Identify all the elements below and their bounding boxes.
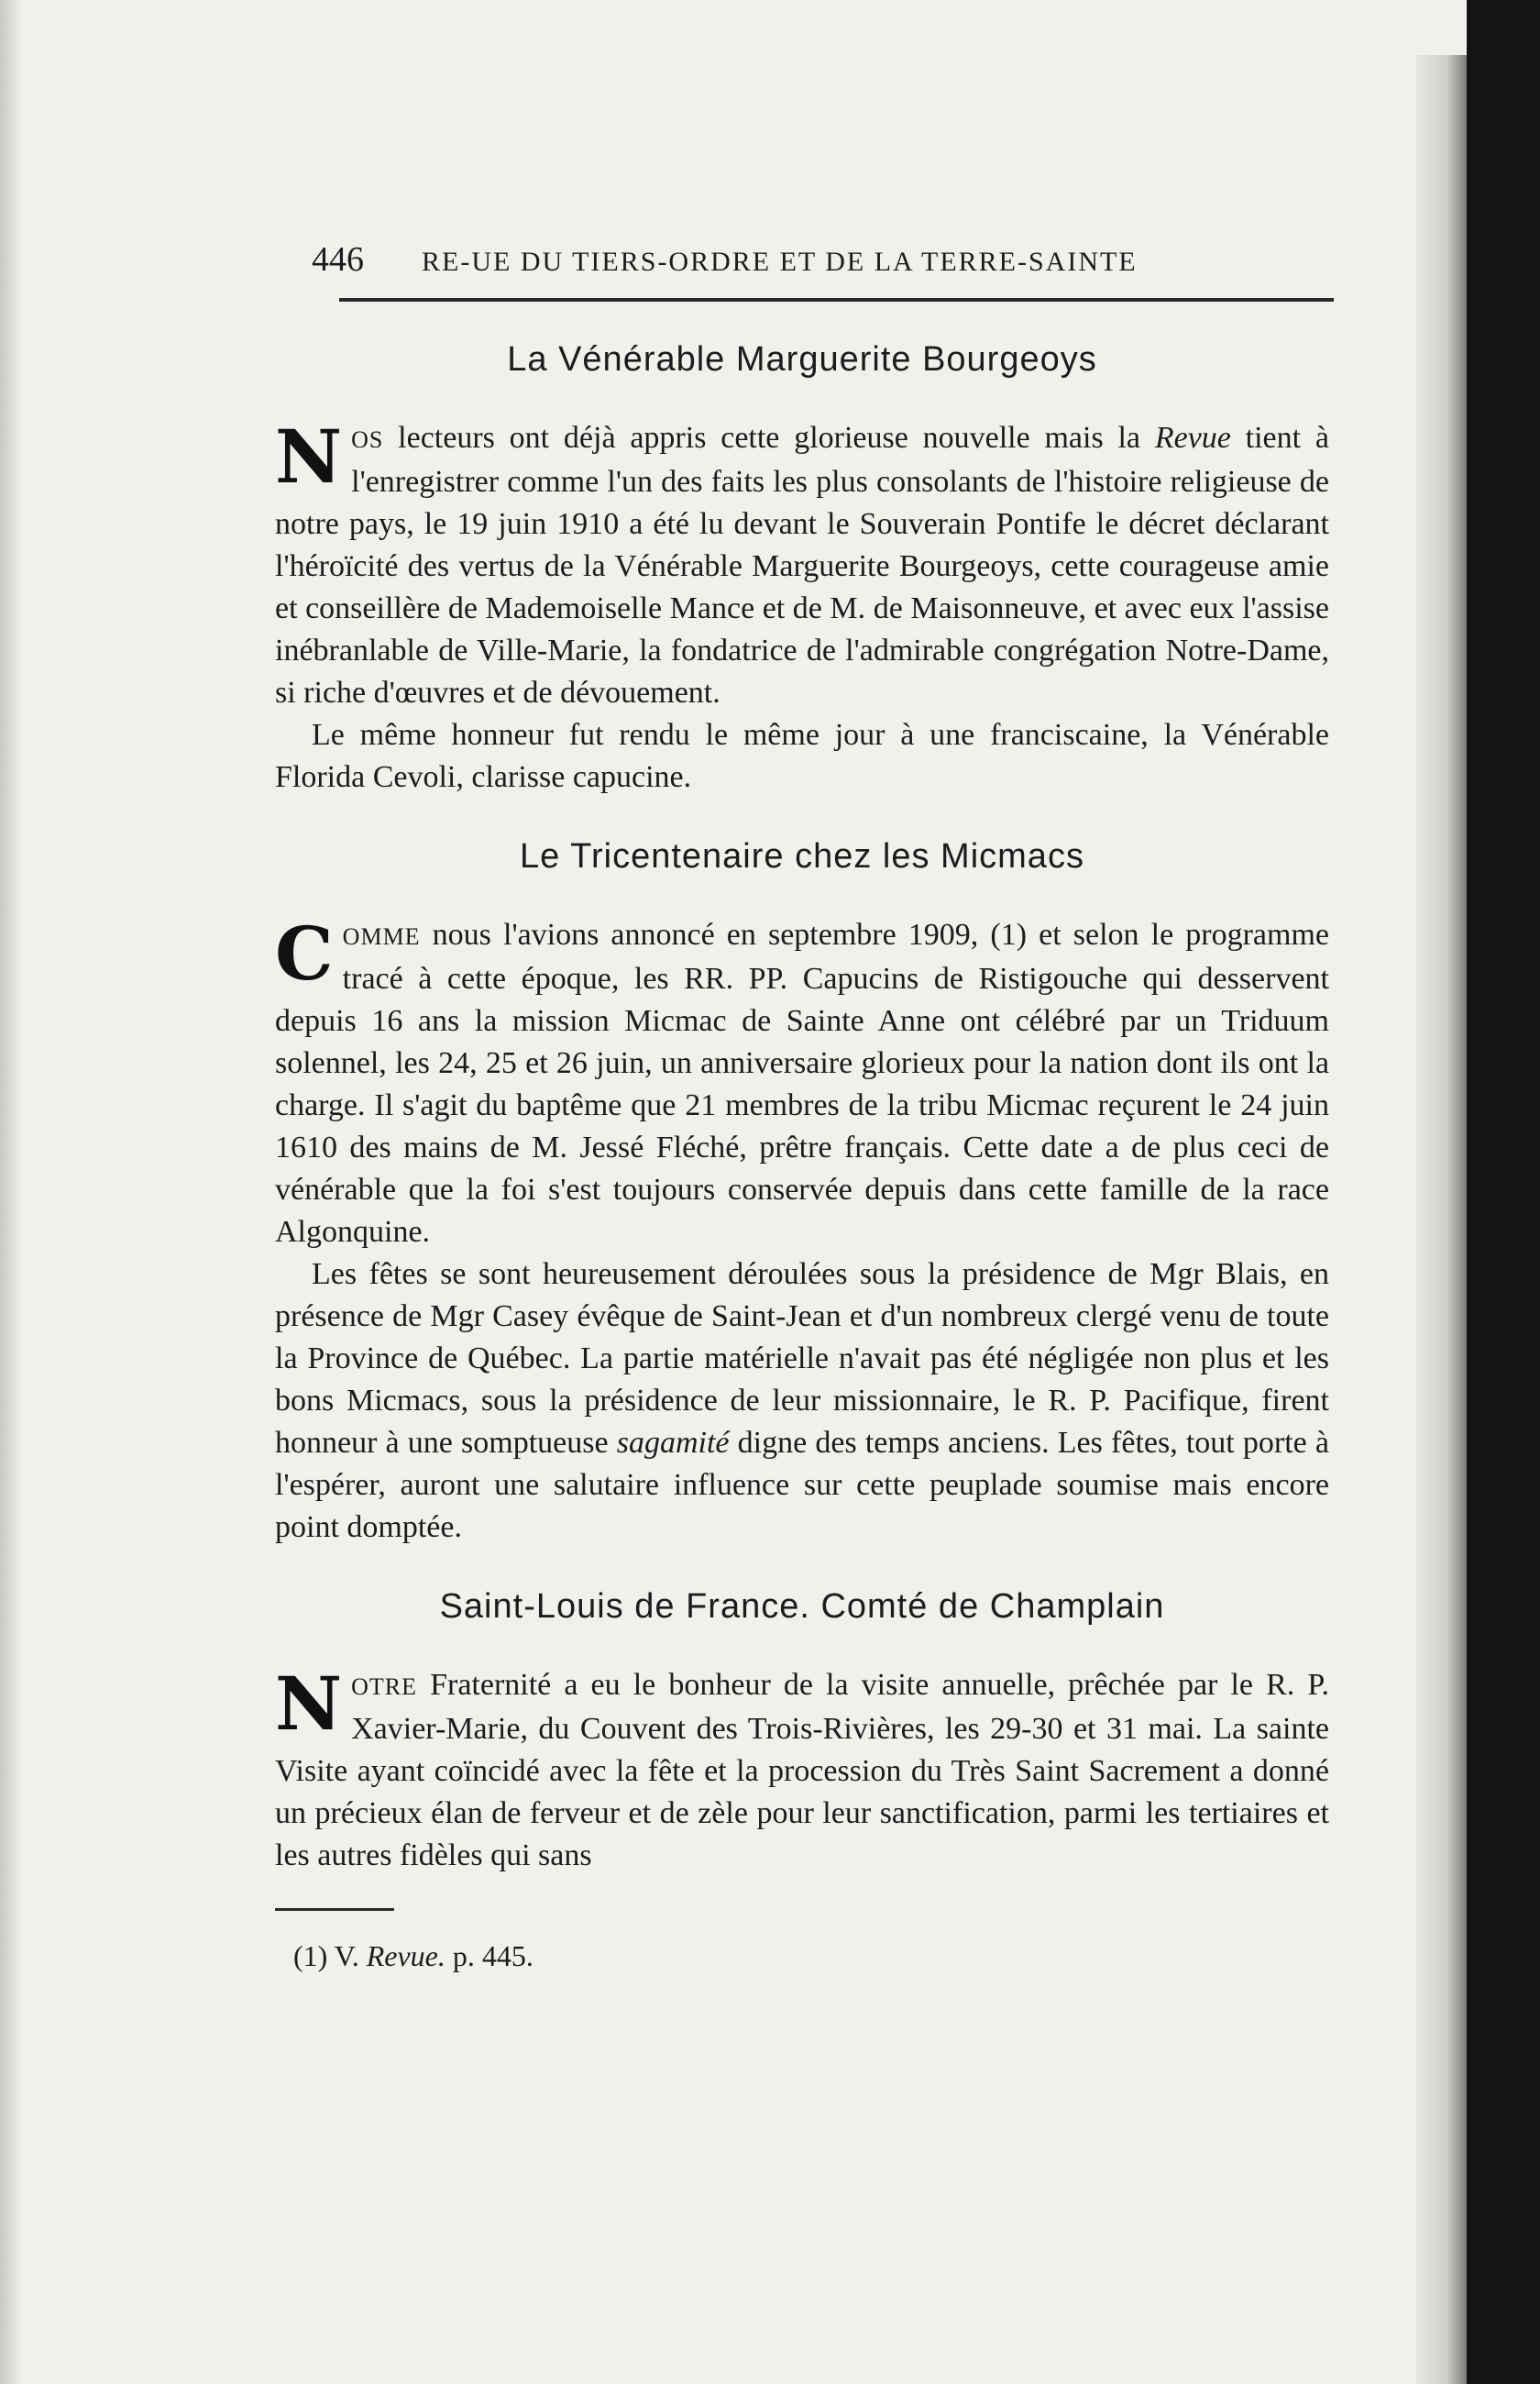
footnote bbox=[293, 1935, 1329, 1977]
paragraph-text: Les fêtes se sont heureusement déroulées sous la présidence de Mgr Blais, en présence de Mgr Casey évêque de Saint-Jean et d'un nombreux clergé venu de toute la Province de Québec. La partie matérielle n'avait pas été négligée non plus et les bons Micmacs, sous la présidence de leur missionnaire, le R. P. Pacifique, firent honneur à une somptueuse bbox=[275, 1257, 1329, 1460]
drop-cap-initial: C bbox=[275, 911, 334, 997]
footnote-journal: Revue. bbox=[366, 1939, 446, 1972]
drop-cap-initial: N bbox=[275, 1661, 343, 1747]
footnote-page: p. 445. bbox=[445, 1939, 534, 1972]
section-title: Le Tricentenaire chez les Micmacs bbox=[520, 837, 1084, 876]
section-title: La Vénérable Marguerite Bourgeoys bbox=[507, 340, 1097, 379]
paragraph-text: digne des temps anciens. Les fêtes, tout porte à l'espérer, auront une salutaire influence sur cette peuplade soumise mais encore point domptée. bbox=[275, 1426, 1329, 1544]
journal-title: RE-UE DU TIERS-ORDRE ET DE LA TERRE-SAINTE bbox=[422, 247, 1138, 277]
paragraph-text: Le même honneur fut rendu le même jour à une franciscaine, la Vénérable Florida Cevoli, clarisse capucine. bbox=[275, 718, 1329, 794]
page-content bbox=[275, 238, 1329, 1977]
paragraph-text: Fraternité a eu le bonheur de la visite annuelle, prêchée par le R. P. Xavier-Marie, du Couvent des Trois-Rivières, les 29-30 et 31 mai. La sainte Visite ayant coïncidé avec la fête et la procession du Très Saint Sacrement a donné un précieux élan de ferveur et de zèle pour leur sanctification, parmi les tertiaires et les autres fidèles qui sans bbox=[275, 1668, 1329, 1872]
paragraph-text: nous l'avions annoncé en septembre 1909, (1) et selon le programme tracé à cette époque, les RR. PP. Capucins de Ristigouche qui desservent depuis 16 ans la mission Micmac de Sainte Anne ont célébré par un Triduum solennel, les 24, 25 et 26 juin, un anniversaire glorieux pour la nation dont ils ont la charge. Il s'agit du baptême que 21 membres de la tribu Micmac reçurent le 24 juin 1610 des mains de M. Jessé Fléché, prêtre français. Cette date a de plus ceci de vénérable que la foi s'est toujours conservée depuis dans cette famille de la race Algonquine. bbox=[275, 918, 1329, 1249]
italic-term: Revue bbox=[1154, 421, 1231, 455]
paragraph bbox=[275, 1253, 1329, 1549]
page-number: 446 bbox=[312, 240, 364, 279]
running-head bbox=[312, 238, 1311, 283]
footnote-rule bbox=[275, 1908, 394, 1911]
section-title: Saint-Louis de France. Comté de Champlain bbox=[439, 1587, 1165, 1626]
paragraph bbox=[275, 911, 1329, 1253]
scan-background bbox=[1467, 0, 1540, 2384]
lead-word: OS bbox=[351, 426, 384, 453]
paragraph bbox=[275, 1661, 1329, 1877]
footnote-marker: (1) V. bbox=[293, 1939, 367, 1972]
paragraph-text: lecteurs ont déjà appris cette glorieuse nouvelle mais la bbox=[383, 421, 1155, 455]
lead-word: OTRE bbox=[351, 1673, 418, 1700]
section-saint-louis-de-france bbox=[275, 1585, 1329, 1877]
section-tricentenaire-micmacs bbox=[275, 835, 1329, 1549]
paragraph-text: tient à l'enregistrer comme l'un des faits les plus consolants de l'histoire religieuse de notre pays, le 19 juin 1910 a été lu devant le Souverain Pontife le décret déclarant l'héroïcité des vertus de la Vénérable Marguerite Bourgeoys, cette courageuse amie et conseillère de Mademoiselle Mance et de M. de Maisonneuve, et avec eux l'assise inébranlable de Ville-Marie, la fondatrice de l'admirable congrégation Notre-Dame, si riche d'œuvres et de dévouement. bbox=[275, 421, 1329, 710]
drop-cap-initial: N bbox=[275, 414, 343, 500]
page-right-fold bbox=[1416, 55, 1467, 2384]
section-marguerite-bourgeoys bbox=[275, 338, 1329, 799]
paragraph bbox=[275, 714, 1329, 799]
italic-term: sagamité bbox=[616, 1426, 730, 1460]
page-left-edge bbox=[0, 0, 20, 2384]
paragraph bbox=[275, 414, 1329, 714]
lead-word: OMME bbox=[342, 923, 421, 950]
header-rule bbox=[339, 298, 1334, 302]
